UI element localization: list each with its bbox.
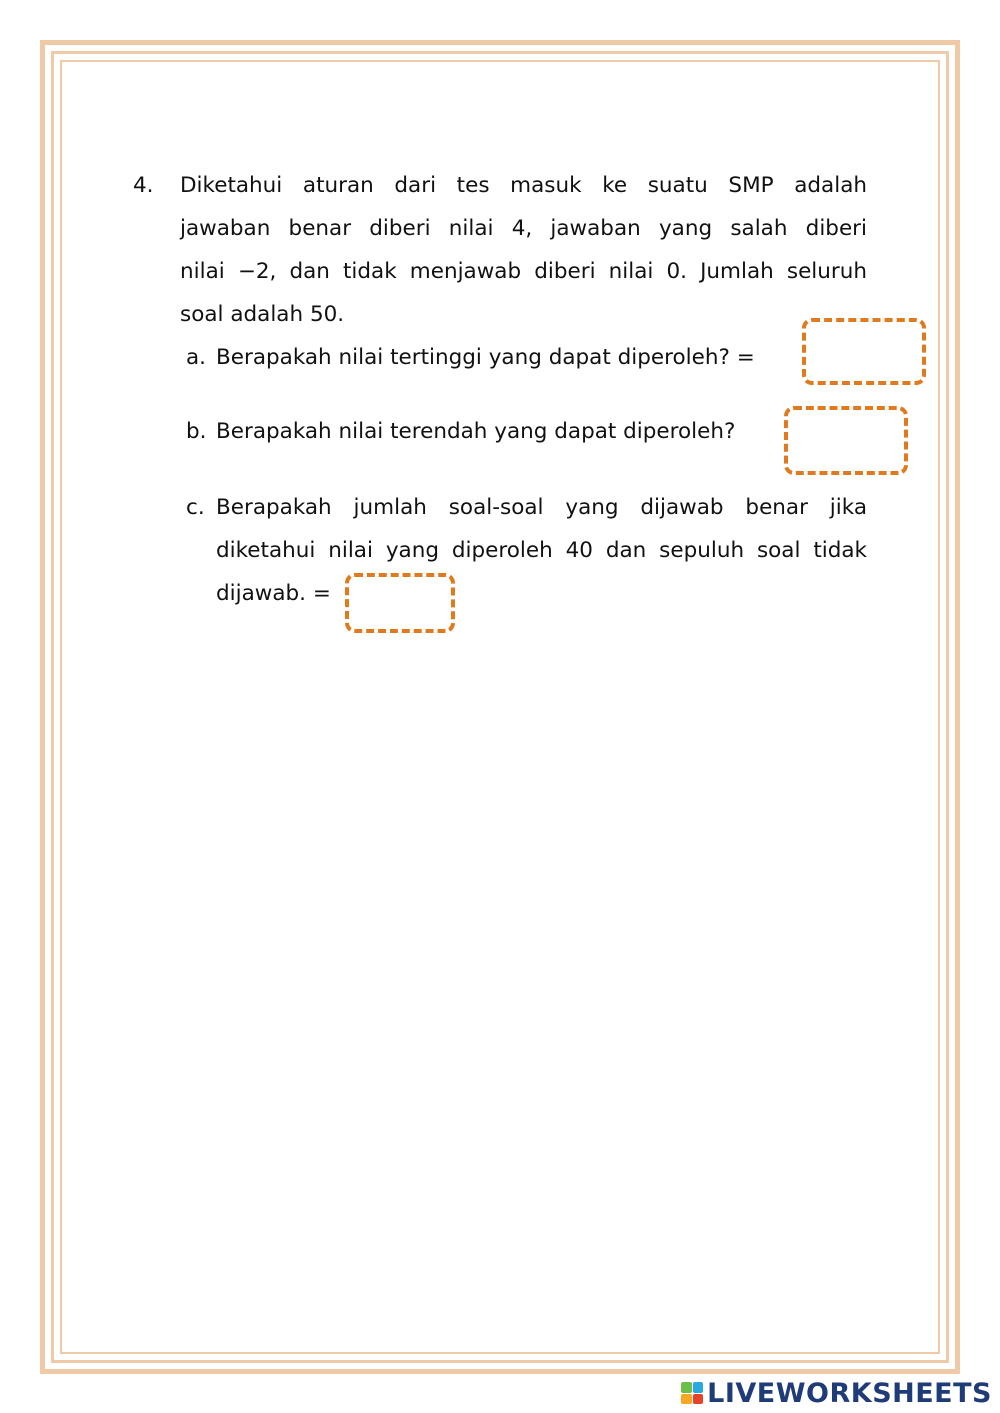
question-stem-line: soal adalah 50. xyxy=(180,302,345,327)
sub-question-a-text: Berapakah nilai tertinggi yang dapat diperoleh? = xyxy=(216,345,755,370)
answer-box-a[interactable] xyxy=(802,318,926,385)
logo-square-icon xyxy=(681,1382,692,1393)
sub-question-b-text: Berapakah nilai terendah yang dapat diperoleh? xyxy=(216,419,736,444)
question-number: 4. xyxy=(133,173,154,198)
logo-square-icon xyxy=(681,1394,692,1405)
question-stem-line: jawaban benar diberi nilai 4, jawaban yang salah diberi xyxy=(180,216,867,241)
sub-question-c-line: dijawab. = xyxy=(216,581,331,606)
answer-box-b[interactable] xyxy=(784,406,908,475)
sub-question-c-line: Berapakah jumlah soal-soal yang dijawab benar jika xyxy=(216,495,867,520)
question-stem-line: Diketahui aturan dari tes masuk ke suatu SMP adalah xyxy=(180,173,867,198)
sub-question-c-text xyxy=(216,486,867,615)
sub-question-c-letter: c. xyxy=(186,495,205,520)
sub-question-a-letter: a. xyxy=(186,345,207,370)
question-stem xyxy=(180,164,867,336)
brand-name: LIVEWORKSHEETS xyxy=(707,1377,992,1409)
answer-box-c[interactable] xyxy=(345,573,455,633)
sub-question-b-letter: b. xyxy=(186,419,207,444)
liveworksheets-logo xyxy=(681,1378,992,1408)
question-stem-line: nilai −2, dan tidak menjawab diberi nilai 0. Jumlah seluruh xyxy=(180,259,867,284)
logo-square-icon xyxy=(693,1382,704,1393)
liveworksheets-logo-icon xyxy=(681,1382,703,1404)
logo-square-icon xyxy=(693,1394,704,1405)
sub-question-c-line: diketahui nilai yang diperoleh 40 dan sepuluh soal tidak xyxy=(216,538,867,563)
